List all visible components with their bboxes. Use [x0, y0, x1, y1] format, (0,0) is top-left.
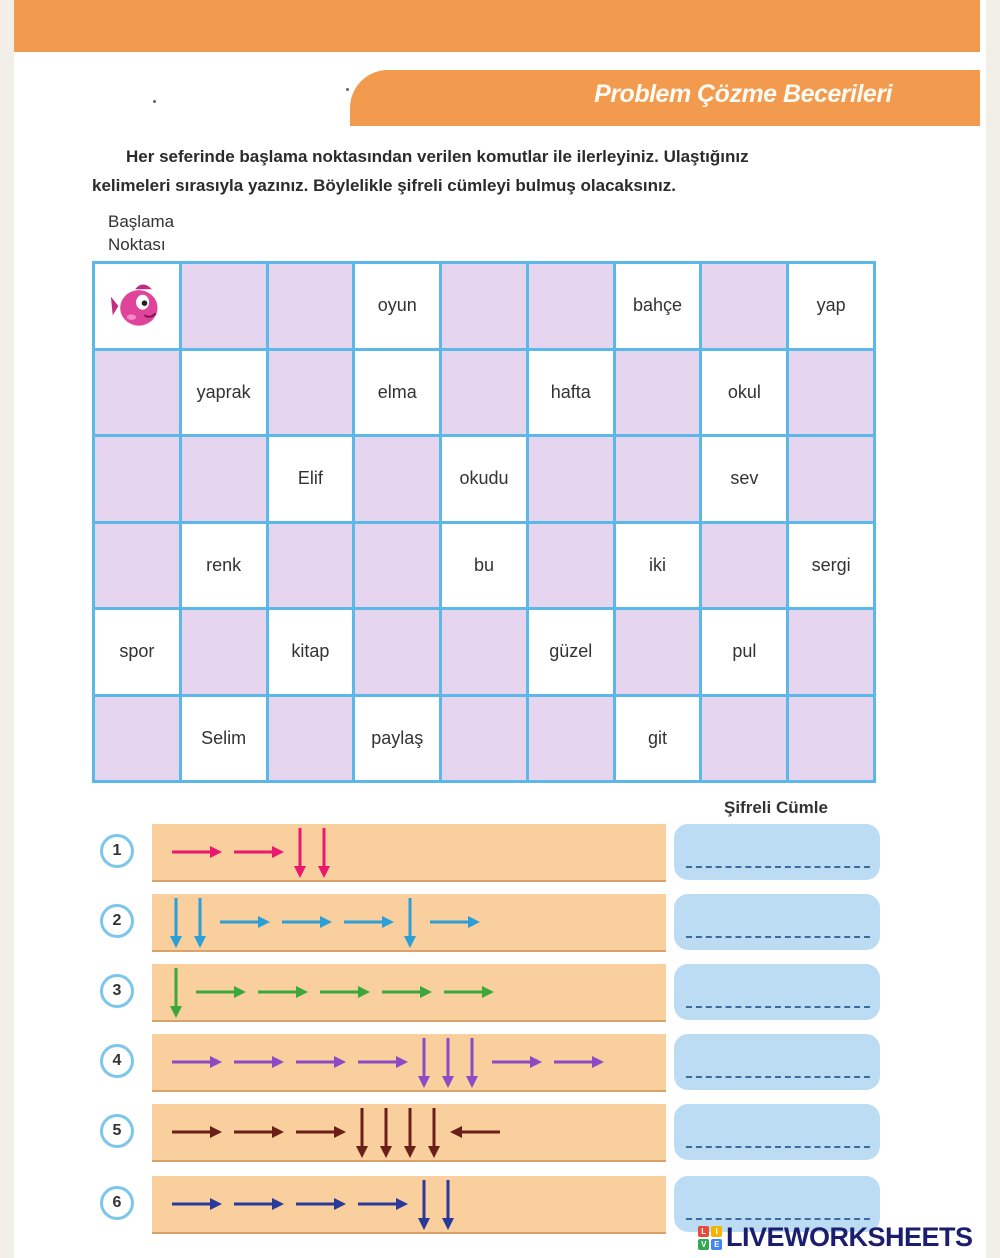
arrow-left-icon [450, 1126, 500, 1138]
arrow-down-icon [404, 1108, 416, 1158]
command-number: 2 [100, 904, 134, 938]
grid-cell [182, 351, 266, 435]
arrow-down-icon [318, 828, 330, 878]
arrow-right-icon [320, 986, 370, 998]
grid-cell [355, 697, 439, 781]
grid-word: git [648, 727, 668, 748]
arrow-right-icon [258, 986, 308, 998]
arrow-down-icon [466, 1038, 478, 1088]
grid-cell [355, 524, 439, 608]
liveworksheets-logo-icon: L I V E [698, 1226, 722, 1250]
grid-cell [529, 437, 613, 521]
grid-cell [442, 437, 526, 521]
watermark-text: LIVEWORKSHEETS [726, 1222, 973, 1252]
arrow-down-icon [356, 1108, 368, 1158]
arrow-right-icon [296, 1198, 346, 1210]
answer-field[interactable] [674, 1034, 880, 1090]
answer-dashed-line [686, 1006, 870, 1008]
grid-cell [442, 351, 526, 435]
grid-word: renk [206, 554, 242, 575]
grid-cell [529, 351, 613, 435]
grid-word: oyun [377, 295, 417, 316]
grid-word: okudu [459, 468, 509, 489]
speck [153, 100, 156, 103]
arrow-down-icon [404, 898, 416, 948]
answer-field[interactable] [674, 824, 880, 880]
grid-cell [789, 351, 873, 435]
arrow-strip [152, 1176, 666, 1234]
arrow-down-icon [170, 968, 182, 1018]
speck [346, 88, 349, 91]
grid-word: sev [730, 468, 759, 489]
answer-dashed-line [686, 1146, 870, 1148]
arrow-down-icon [418, 1180, 430, 1230]
arrow-right-icon [430, 916, 480, 928]
grid-word: pul [732, 641, 757, 662]
grid-cell [182, 264, 266, 348]
start-label-line-2: Noktası [108, 235, 166, 254]
command-row [100, 964, 890, 1022]
top-orange-band [14, 0, 980, 52]
grid-word: bu [473, 554, 494, 575]
arrow-down-icon [294, 828, 306, 878]
grid-cell [95, 524, 179, 608]
grid-word: yaprak [196, 381, 251, 402]
grid-cell [616, 610, 700, 694]
grid-cell [789, 437, 873, 521]
command-number: 3 [100, 974, 134, 1008]
grid-cell [789, 697, 873, 781]
grid-cell [269, 524, 353, 608]
grid-cell [789, 610, 873, 694]
arrow-right-icon [358, 1056, 408, 1068]
grid-word: güzel [549, 641, 593, 662]
grid-cell [529, 524, 613, 608]
grid-cell [529, 264, 613, 348]
grid-cell [355, 351, 439, 435]
arrow-strip [152, 824, 666, 882]
answer-field[interactable] [674, 894, 880, 950]
grid-cell [702, 437, 786, 521]
instructions [92, 142, 892, 200]
grid-word: kitap [291, 641, 330, 662]
grid-cell [616, 351, 700, 435]
arrow-right-icon [296, 1126, 346, 1138]
arrow-right-icon [234, 1056, 284, 1068]
grid-cell [269, 610, 353, 694]
arrow-down-icon [194, 898, 206, 948]
grid-cell [702, 610, 786, 694]
grid-word: hafta [550, 381, 591, 402]
arrow-strip [152, 1104, 666, 1162]
grid-cell [95, 351, 179, 435]
command-number: 4 [100, 1044, 134, 1078]
cipher-sentence-header: Şifreli Cümle [724, 798, 828, 817]
grid-cell [182, 697, 266, 781]
arrow-right-icon [344, 916, 394, 928]
grid-cell [789, 524, 873, 608]
arrow-right-icon [554, 1056, 604, 1068]
arrow-right-icon [234, 1198, 284, 1210]
grid-cell [269, 697, 353, 781]
command-number: 6 [100, 1186, 134, 1220]
arrow-right-icon [234, 846, 284, 858]
grid-cell [355, 264, 439, 348]
pink-fish-icon [109, 278, 165, 334]
arrow-right-icon [296, 1056, 346, 1068]
grid-cell [95, 697, 179, 781]
grid-word: sergi [811, 554, 851, 575]
grid-cell [182, 437, 266, 521]
grid-cell [95, 610, 179, 694]
answer-dashed-line [686, 1218, 870, 1220]
grid-cell [702, 697, 786, 781]
page-title: Problem Çözme Becerileri [594, 80, 892, 108]
command-row [100, 1104, 890, 1162]
answer-field[interactable] [674, 1104, 880, 1160]
grid-word: okul [727, 381, 761, 402]
word-grid [92, 261, 876, 783]
grid-cell [616, 264, 700, 348]
arrow-right-icon [220, 916, 270, 928]
grid-cell [182, 524, 266, 608]
start-label [108, 210, 174, 256]
grid-cell [269, 351, 353, 435]
command-number: 1 [100, 834, 134, 868]
grid-cell [442, 610, 526, 694]
grid-cell [442, 524, 526, 608]
grid-cell [529, 697, 613, 781]
grid-cell [182, 610, 266, 694]
grid-cell [702, 524, 786, 608]
grid-cell [702, 351, 786, 435]
arrow-right-icon [196, 986, 246, 998]
arrow-down-icon [418, 1038, 430, 1088]
grid-word: paylaş [371, 727, 424, 748]
grid-word: elma [377, 381, 417, 402]
grid-word: Elif [297, 468, 323, 489]
command-row [100, 824, 890, 882]
grid-word: bahçe [633, 295, 683, 316]
grid-cell [789, 264, 873, 348]
grid-cell [355, 610, 439, 694]
command-row [100, 894, 890, 952]
arrow-down-icon [170, 898, 182, 948]
arrow-right-icon [444, 986, 494, 998]
grid-word: Selim [201, 727, 247, 748]
arrow-down-icon [442, 1038, 454, 1088]
grid-word: iki [649, 554, 667, 575]
arrow-right-icon [492, 1056, 542, 1068]
arrow-down-icon [428, 1108, 440, 1158]
instructions-line-1: Her seferinde başlama noktasından verilen komutlar ile ilerleyiniz. Ulaştığınız [126, 147, 749, 166]
arrow-right-icon [172, 846, 222, 858]
arrow-right-icon [172, 1126, 222, 1138]
arrow-strip [152, 1034, 666, 1092]
grid-cell [702, 264, 786, 348]
arrow-down-icon [442, 1180, 454, 1230]
arrow-strip [152, 964, 666, 1022]
grid-cell [616, 524, 700, 608]
arrow-right-icon [234, 1126, 284, 1138]
answer-dashed-line [686, 936, 870, 938]
grid-cell [269, 264, 353, 348]
grid-cell [442, 697, 526, 781]
command-row [100, 1034, 890, 1092]
arrow-down-icon [380, 1108, 392, 1158]
grid-cell [95, 437, 179, 521]
answer-dashed-line [686, 866, 870, 868]
grid-cell [442, 264, 526, 348]
grid-word: yap [816, 295, 846, 316]
start-cell [95, 264, 179, 348]
arrow-right-icon [382, 986, 432, 998]
title-banner-edge [350, 52, 980, 70]
answer-dashed-line [686, 1076, 870, 1078]
arrow-right-icon [358, 1198, 408, 1210]
arrow-right-icon [172, 1056, 222, 1068]
arrow-right-icon [282, 916, 332, 928]
arrow-strip [152, 894, 666, 952]
start-label-line-1: Başlama [108, 212, 175, 231]
arrow-right-icon [172, 1198, 222, 1210]
grid-cell [616, 697, 700, 781]
grid-cell [269, 437, 353, 521]
instructions-line-2: kelimeleri sırasıyla yazınız. Böylelikle şifreli cümleyi bulmuş olacaksınız. [92, 176, 676, 195]
grid-word: spor [119, 641, 155, 662]
grid-cell [616, 437, 700, 521]
grid-cell [355, 437, 439, 521]
answer-field[interactable] [674, 964, 880, 1020]
grid-cell [529, 610, 613, 694]
liveworksheets-watermark [698, 1222, 973, 1253]
command-number: 5 [100, 1114, 134, 1148]
